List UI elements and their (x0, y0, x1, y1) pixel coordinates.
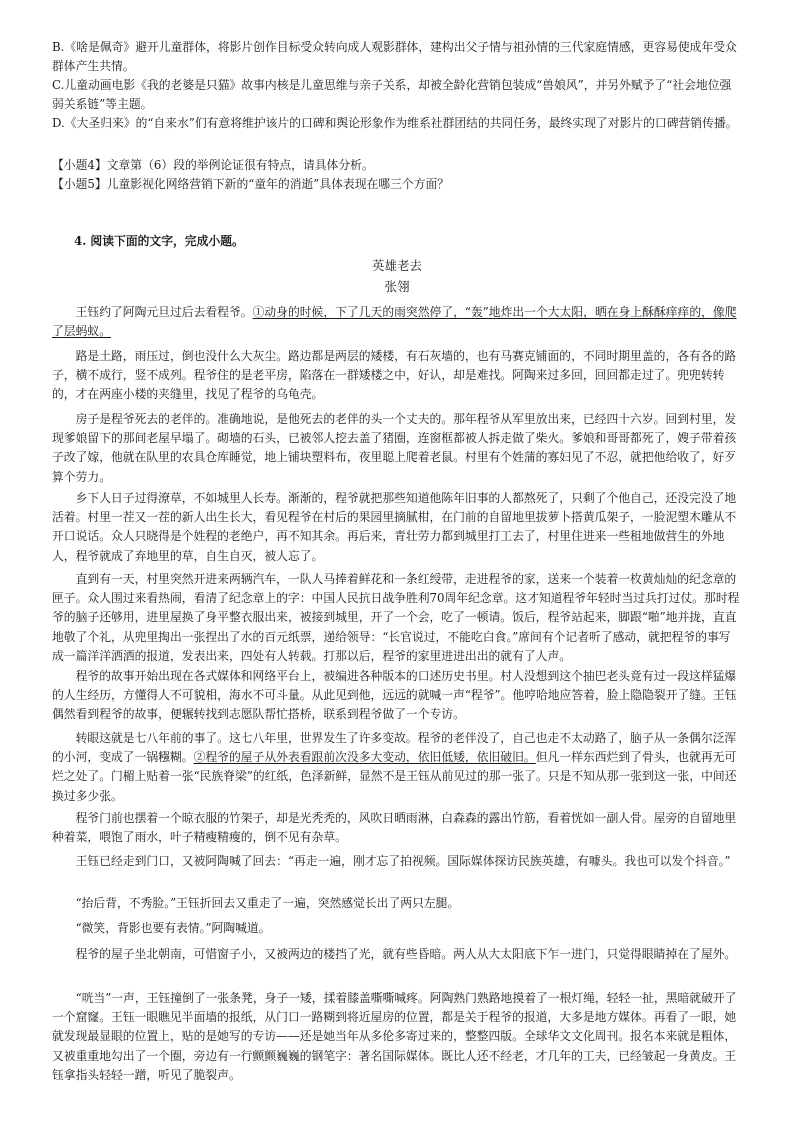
paragraph-6: 程爷的故事开始出现在各式媒体和网络平台上，被编进各种版本的口述历史书里。村人没想到这个抽巴老头竟有过一段这样猛爆的人生经历，方懂得人不可貌相，海水不可斗量。从此见到他，远远的就喊一声“程爷”。他哼哈地应答着，脸上隐隐裂开了缝。王钰偶然看到程爷的故事，便辗转找到志愿队帮忙搭桥，联系到程爷做了一个专访。 (52, 669, 737, 722)
paragraph-5: 直到有一天，村里突然开进来两辆汽车，一队人马捧着鲜花和一条红绶带，走进程爷的家，送来一个装着一枚黄灿灿的纪念章的匣子。众人围过来看热闹，看清了纪念章上的字：中国人民抗日战争胜利70周年纪念章。这才知道程爷年轻时当过兵打过仗。那时程爷的脑子还够用，进里屋换了身平整衣服出来，被接到城里，开了一个会，吃了一顿请。饭后，程爷站起来，脚跟“啪”地并拢，直直地敬了个礼，从兜里掏出一张捏出了水的百元纸票，递给领导：“长官说过，不能吃白食。”席间有个记者听了感动，就把程爷的事写成一篇洋洋洒洒的报道，发表出来，四处有人转载。打那以后，程爷的家里进进出出的就有了人声。 (52, 572, 740, 663)
paragraph-text: 王钰约了阿陶元旦过后去看程爷。 (75, 305, 253, 319)
subquestion-tag: 【小题5】 (52, 177, 107, 191)
option-label: B. (52, 40, 65, 54)
underlined-sentence-2: ②程爷的屋子从外表看跟前次没多大变动，依旧低矮，依旧破旧。 (193, 750, 536, 765)
option-label: D. (52, 116, 65, 130)
paragraph-11: “微笑，背影也要有表情。”阿陶喊道。 (75, 921, 271, 935)
story-title: 英雄老去 (371, 258, 422, 273)
paragraph-7 (52, 729, 742, 806)
paragraph-3: 房子是程爷死去的老伴的。准确地说，是他死去的老伴的头一个丈夫的。那年程爷从军里放出来，已经四十六岁。回到村里，发现爹娘留下的那间老屋早塌了。砌墙的石头，已被邻人挖去盖了猪圈，连窗框都被人拆走做了柴火。爹娘和哥哥都死了，嫂子带着孩子改了嫁，他就在队里的农具仓库睡觉，地上铺块塑料布，夜里聪上爬着老鼠。村里有个姓蒲的寡妇见了不忍，就把他给收了，好歹算个劳力。 (52, 412, 737, 484)
subquestion-5 (52, 175, 742, 194)
paragraph-4: 乡下人日子过得潦草，不如城里人长寿。渐渐的，程爷就把那些知道他陈年旧事的人都熬死了，只剩了个他自己，还没完没了地活着。村里一茬又一茬的新人出生长大，看见程爷在村后的果园里摘腻柑，在门前的自留地里拔萝卜搭黄瓜架子，一脸泥塑木雕从不开口说话。众人只晓得是个姓程的老绝户，再不知其余。再后来，青壮劳力都到城里打工去了，村里住进来一些租地做营生的外地人，程爷就成了弃地里的草，自生自灭，被人忘了。 (52, 491, 737, 563)
subquestion-4 (52, 156, 742, 175)
paragraph-10: “抬后背，不秀脸。”王钰折回去又重走了一遍，突然感觉长出了两只左腿。 (75, 896, 460, 910)
paragraph-2: 路是土路，雨压过，倒也没什么大灰尘。路边都是两层的矮楼，有石灰墙的，也有马赛克铺面的，不同时期里盖的，各有各的路子，横不成行，竖不成列。程爷住的是老平房，陷落在一群矮楼之中，好认，却是难找。阿陶来过多回，回回都走过了。兜兜转转的，才在两座小楼的夹缝里，找见了程爷的乌龟壳。 (52, 349, 737, 402)
subquestion-text: 文章第（6）段的举例论证很有特点，请具体分析。 (106, 158, 374, 172)
option-text: 儿童动画电影《我的老婆是只猫》故事内核是儿童思维与亲子关系，却被全龄化营销包装成“兽娘风”，并另外赋予了“社会地位强弱关系链”等主题。 (52, 78, 732, 111)
subquestion-tag: 【小题4】 (52, 158, 107, 172)
paragraph-12: 程爷的屋子坐北朝南，可惜窗子小，又被两边的楼挡了光，就有些昏暗。两人从大太阳底下乍一进门，只觉得眼睛掉在了屋外。 (75, 947, 737, 961)
story-author: 张翎 (384, 279, 410, 294)
paragraph-text: 转眼这就是七八年前的事了。这七八年里，世界发生了许多变故。程爷的老伴没了，自己也走不太动路了，脑子从一条偶尔泛浑的小河，变成了一锅糨糊。 (52, 731, 737, 765)
paragraph-13: “咣当”一声，王钰撞倒了一张条凳，身子一矮，揉着膝盖嘶嘶喊疼。阿陶熟门熟路地摸着了一根灯绳，轻轻一扯，黑暗就破开了一个窟窿。王钰一眼瞧见半面墙的报纸，从门口一路糊到将近屋房的位置，都是关于程爷的报道，大多是地方媒体。再看了一眼，她就发现最显眼的位置上，贴的是她写的专访——还是她当年从多伦多寄过来的，整整四版。全球华文文化周刊。报名本来就是粗体，又被重重地勾出了一个圈，旁边有一行颤颤巍巍的钢笔字：著名国际媒体。既比人还不经老，才几年的工夫，已经皱起一身黄皮。王钰拿指头轻轻一蹭，听见了脆裂声。 (52, 991, 737, 1082)
option-label: C. (52, 78, 65, 92)
option-c (52, 76, 742, 114)
option-d (52, 114, 742, 133)
paragraph-text: 但凡一样东西烂到了骨头，也就再无可烂之处了。门楣上贴着一张“民族脊梁”的红纸，色泽新鲜，显然不是王钰从前见过的那一张了。只是不知从那一张到这一张，中间还换过多少张。 (52, 750, 737, 803)
option-b (52, 38, 742, 76)
paragraph-9: 王钰已经走到门口，又被阿陶喊了回去：“再走一遍，刚才忘了拍视频。国际媒体探访民族英雄，有噱头。我也可以发个抖音。” (75, 854, 731, 868)
option-text: 《啥是佩奇》避开儿童群体，将影片创作目标受众转向成人观影群体，建构出父子情与祖孙情的三代家庭情感，更容易使成年受众群体产生共情。 (52, 40, 737, 73)
section-heading: 4. 阅读下面的文字，完成小题。 (74, 234, 244, 248)
paragraph-8: 程爷门前也摆着一个晾衣服的竹架子，却是光秃秃的，风吹日晒雨淋，白森森的露出竹筋，看着恍如一副人骨。屋旁的自留地里种着菜，喂饱了雨水，叶子精瘦精瘦的，倒不见有杂草。 (52, 811, 737, 845)
option-text: 《大圣归来》的“自来水”们有意将维护该片的口碑和舆论形象作为维系社群团结的共同任务，最终实现了对影片的口碑营销传播。 (64, 116, 738, 130)
underlined-sentence-1: ①动身的时候，下了几天的雨突然停了，“轰”地炸出一个大太阳，晒在身上酥酥痒痒的，像爬了层蚂蚁。 (52, 305, 737, 339)
paragraph-1 (52, 303, 742, 341)
subquestion-text: 儿童影视化网络营销下新的“童年的消逝”具体表现在哪三个方面？ (106, 177, 450, 191)
